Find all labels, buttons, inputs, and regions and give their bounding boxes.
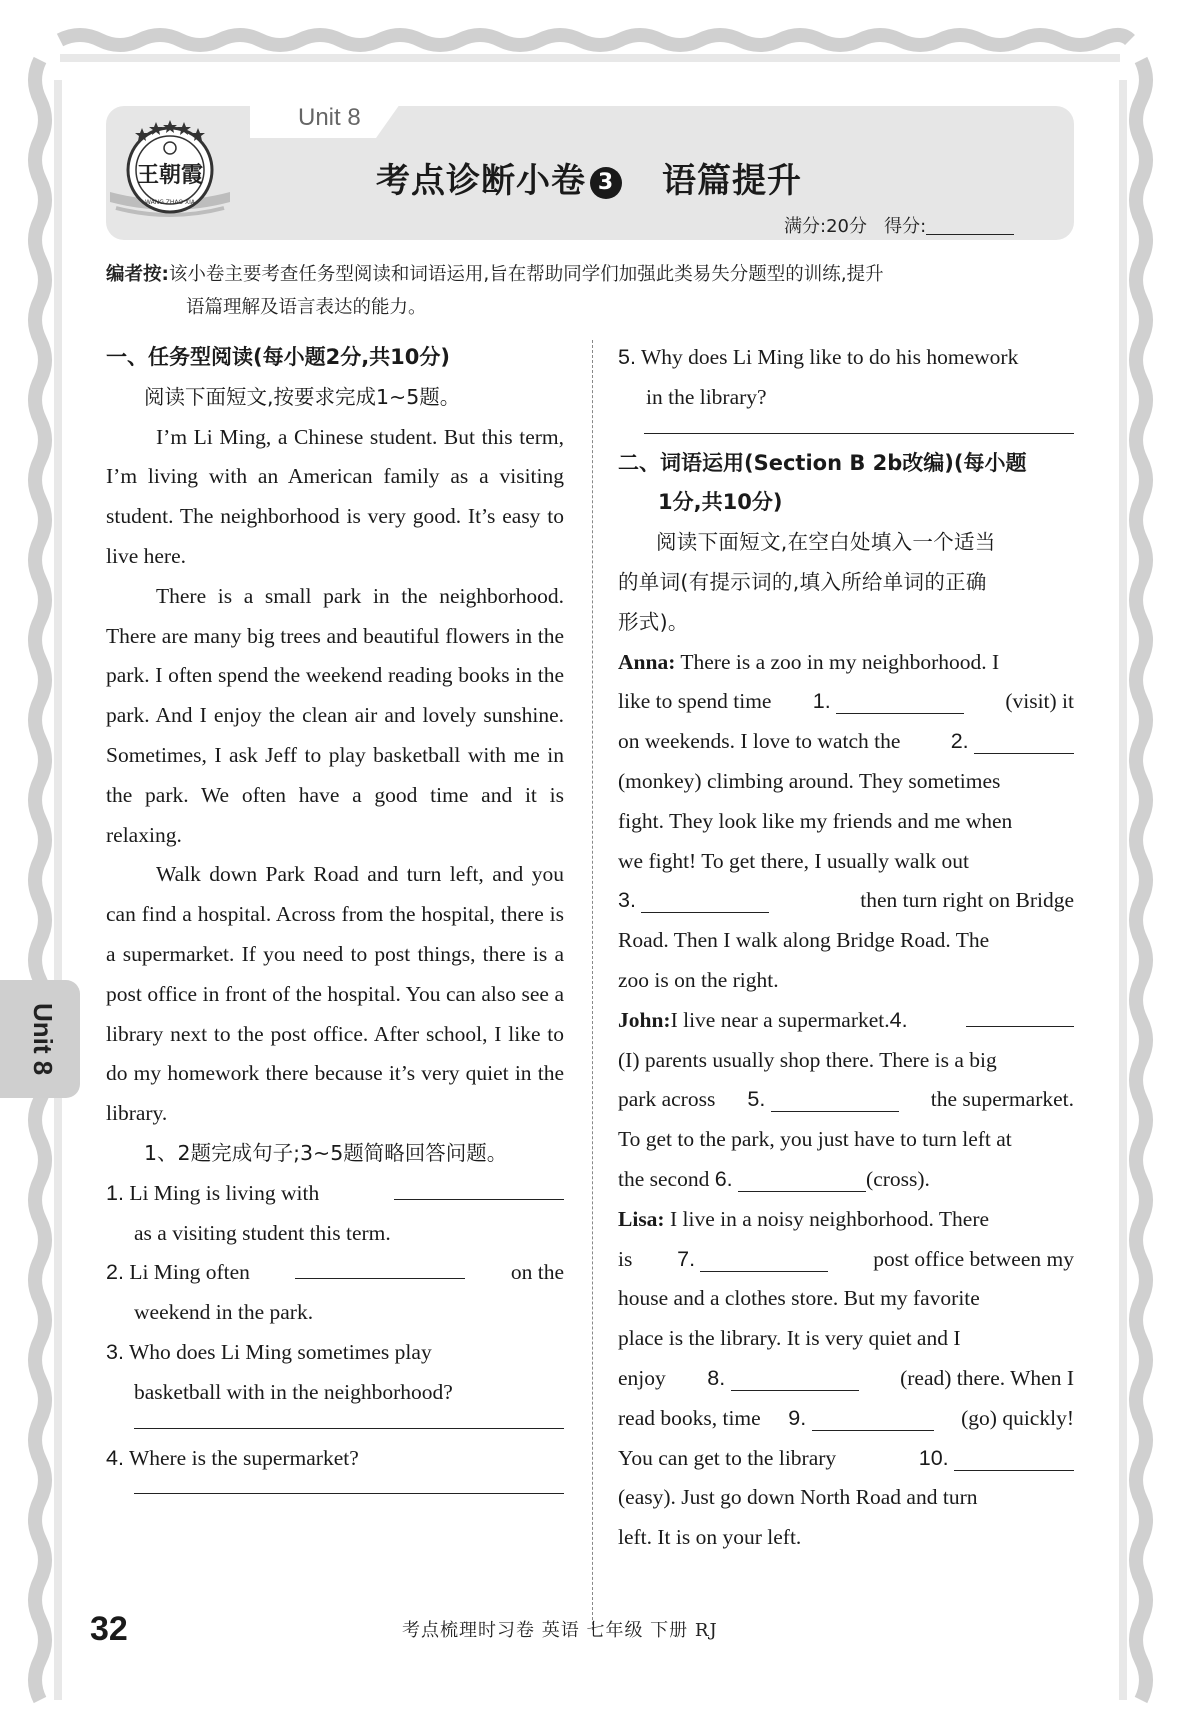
fill-blank-6[interactable]: [738, 1166, 866, 1192]
lisa-line: read books, time 9. (go) quickly!: [618, 1405, 1074, 1430]
title-part2: 语篇提升: [662, 161, 802, 201]
score-full: 满分:20分: [784, 216, 867, 237]
svg-text:WANG ZHAO XIA: WANG ZHAO XIA: [145, 199, 195, 206]
footer-book-info: 考点梳理时习卷 英语 七年级 下册 RJ: [402, 1620, 718, 1641]
page-number: 32: [90, 1610, 128, 1648]
editor-note-line2: 语篇理解及语言表达的能力。: [186, 297, 427, 318]
passage-paragraph: There is a small park in the neighborhood. There are many big trees and beautiful flowers in the park. I often spend the weekend reading books in the park. And I enjoy the clean air and lovely sunshine. Sometimes, I ask Jeff to play basketball with me in the park. We often have a good time and it is relaxing.: [106, 583, 564, 847]
fill-blank-8[interactable]: [731, 1365, 859, 1391]
fill-blank-9[interactable]: [812, 1405, 934, 1431]
john-line: the second 6. (cross).: [618, 1166, 930, 1191]
question-3: 3. Who does Li Ming sometimes play: [106, 1339, 432, 1364]
column-divider: [592, 340, 593, 1630]
question-4: 4. Where is the supermarket?: [106, 1445, 359, 1470]
section2-instruction-cont: 的单词(有提示词的,填入所给单词的正确: [618, 569, 987, 594]
task-note: 1、2题完成句子;3~5题简略回答问题。: [144, 1140, 508, 1165]
lisa-line: place is the library. It is very quiet and I: [618, 1326, 961, 1351]
question-1: 1. Li Ming is living with: [106, 1174, 564, 1214]
svg-text:王朝霞: 王朝霞: [136, 162, 204, 188]
section2-instruction-end: 形式)。: [618, 609, 689, 634]
fill-blank-3[interactable]: [641, 887, 769, 913]
lisa-line: You can get to the library 10.: [618, 1439, 1074, 1479]
answer-blank-q2[interactable]: [295, 1253, 465, 1279]
editor-note-line1: 该小卷主要考查任务型阅读和词语运用,旨在帮助同学们加强此类易失分题型的训练,提升: [168, 264, 884, 285]
john-line: (I) parents usually shop there. There is a big: [618, 1047, 997, 1072]
anna-line: on weekends. I love to watch the 2.: [618, 722, 1074, 762]
fill-blank-7[interactable]: [700, 1246, 828, 1272]
anna-line: zoo is on the right.: [618, 967, 779, 992]
lisa-line: (easy). Just go down North Road and turn: [618, 1485, 978, 1510]
title-number-badge: 3: [590, 167, 622, 199]
editor-note: [106, 258, 1078, 324]
page-title: [376, 153, 802, 202]
anna-line: like to spend time 1. (visit) it: [618, 689, 1074, 714]
fill-blank-2[interactable]: [974, 728, 1074, 754]
score-blank[interactable]: [926, 217, 1014, 235]
lisa-line: enjoy 8. (read) there. When I: [618, 1365, 1074, 1390]
anna-line: Road. Then I walk along Bridge Road. The: [618, 928, 990, 953]
question-2: 2. Li Ming often on the: [106, 1253, 564, 1293]
anna-line: fight. They look like my friends and me when: [618, 808, 1013, 833]
anna-line: (monkey) climbing around. They sometimes: [618, 768, 1001, 793]
editor-note-label: 编者按:: [106, 264, 169, 285]
unit-label: Unit 8: [298, 104, 361, 131]
score-got: 得分:: [884, 216, 927, 237]
answer-line-q5[interactable]: [644, 432, 1074, 434]
question-1-cont: as a visiting student this term.: [134, 1220, 391, 1245]
right-column: [618, 338, 1074, 1558]
fill-blank-4[interactable]: [966, 1001, 1074, 1027]
lisa-line: is 7. post office between my: [618, 1246, 1074, 1271]
lisa-line: house and a clothes store. But my favorite: [618, 1286, 980, 1311]
section1-heading: 一、任务型阅读(每小题2分,共10分): [106, 345, 451, 369]
section1-instruction: 阅读下面短文,按要求完成1~5题。: [144, 384, 461, 409]
side-unit-label: Unit 8: [28, 1002, 58, 1076]
answer-line-q4[interactable]: [134, 1492, 564, 1494]
section2-heading-cont: 1分,共10分): [658, 490, 783, 515]
section2-heading: 二、词语运用(Section B 2b改编)(每小题: [618, 450, 1027, 475]
section2-instruction: 阅读下面短文,在空白处填入一个适当: [656, 530, 996, 555]
anna-line: Anna: There is a zoo in my neighborhood. I: [618, 649, 1000, 674]
anna-line: we fight! To get there, I usually walk out: [618, 848, 969, 873]
john-line: park across 5. the supermarket.: [618, 1087, 1074, 1112]
fill-blank-10[interactable]: [954, 1445, 1074, 1471]
john-line: John:I live near a supermarket.4.: [618, 1001, 1074, 1041]
passage-paragraph: I’m Li Ming, a Chinese student. But this term, I’m living with an American family as a visiting student. The neighborhood is very good. It’s easy to live here.: [106, 424, 564, 568]
fill-blank-1[interactable]: [836, 688, 964, 714]
score-line: [784, 212, 1014, 238]
lisa-line: Lisa: I live in a noisy neighborhood. There: [618, 1206, 990, 1231]
left-column: [106, 338, 564, 1504]
john-line: To get to the park, you just have to turn left at: [618, 1127, 1012, 1152]
answer-line-q3[interactable]: [134, 1427, 564, 1429]
passage-paragraph: Walk down Park Road and turn left, and you can find a hospital. Across from the hospital, there is a supermarket. If you need to post things, there is a post office in front of the hospital. You can also see a library next to the post office. After school, I like to do my homework there because it’s very quiet in the library.: [106, 862, 564, 1126]
lisa-line: left. It is on your left.: [618, 1525, 802, 1550]
question-5: 5. Why does Li Ming like to do his homework: [618, 345, 1019, 369]
question-2-cont: weekend in the park.: [134, 1300, 314, 1325]
question-5-cont: in the library?: [646, 384, 767, 409]
anna-line: 3. then turn right on Bridge: [618, 888, 1074, 913]
title-part1: 考点诊断小卷: [376, 161, 586, 201]
answer-blank-q1[interactable]: [394, 1174, 564, 1200]
brand-logo: [108, 118, 232, 230]
fill-blank-5[interactable]: [771, 1086, 899, 1112]
question-3-cont: basketball with in the neighborhood?: [134, 1379, 453, 1404]
